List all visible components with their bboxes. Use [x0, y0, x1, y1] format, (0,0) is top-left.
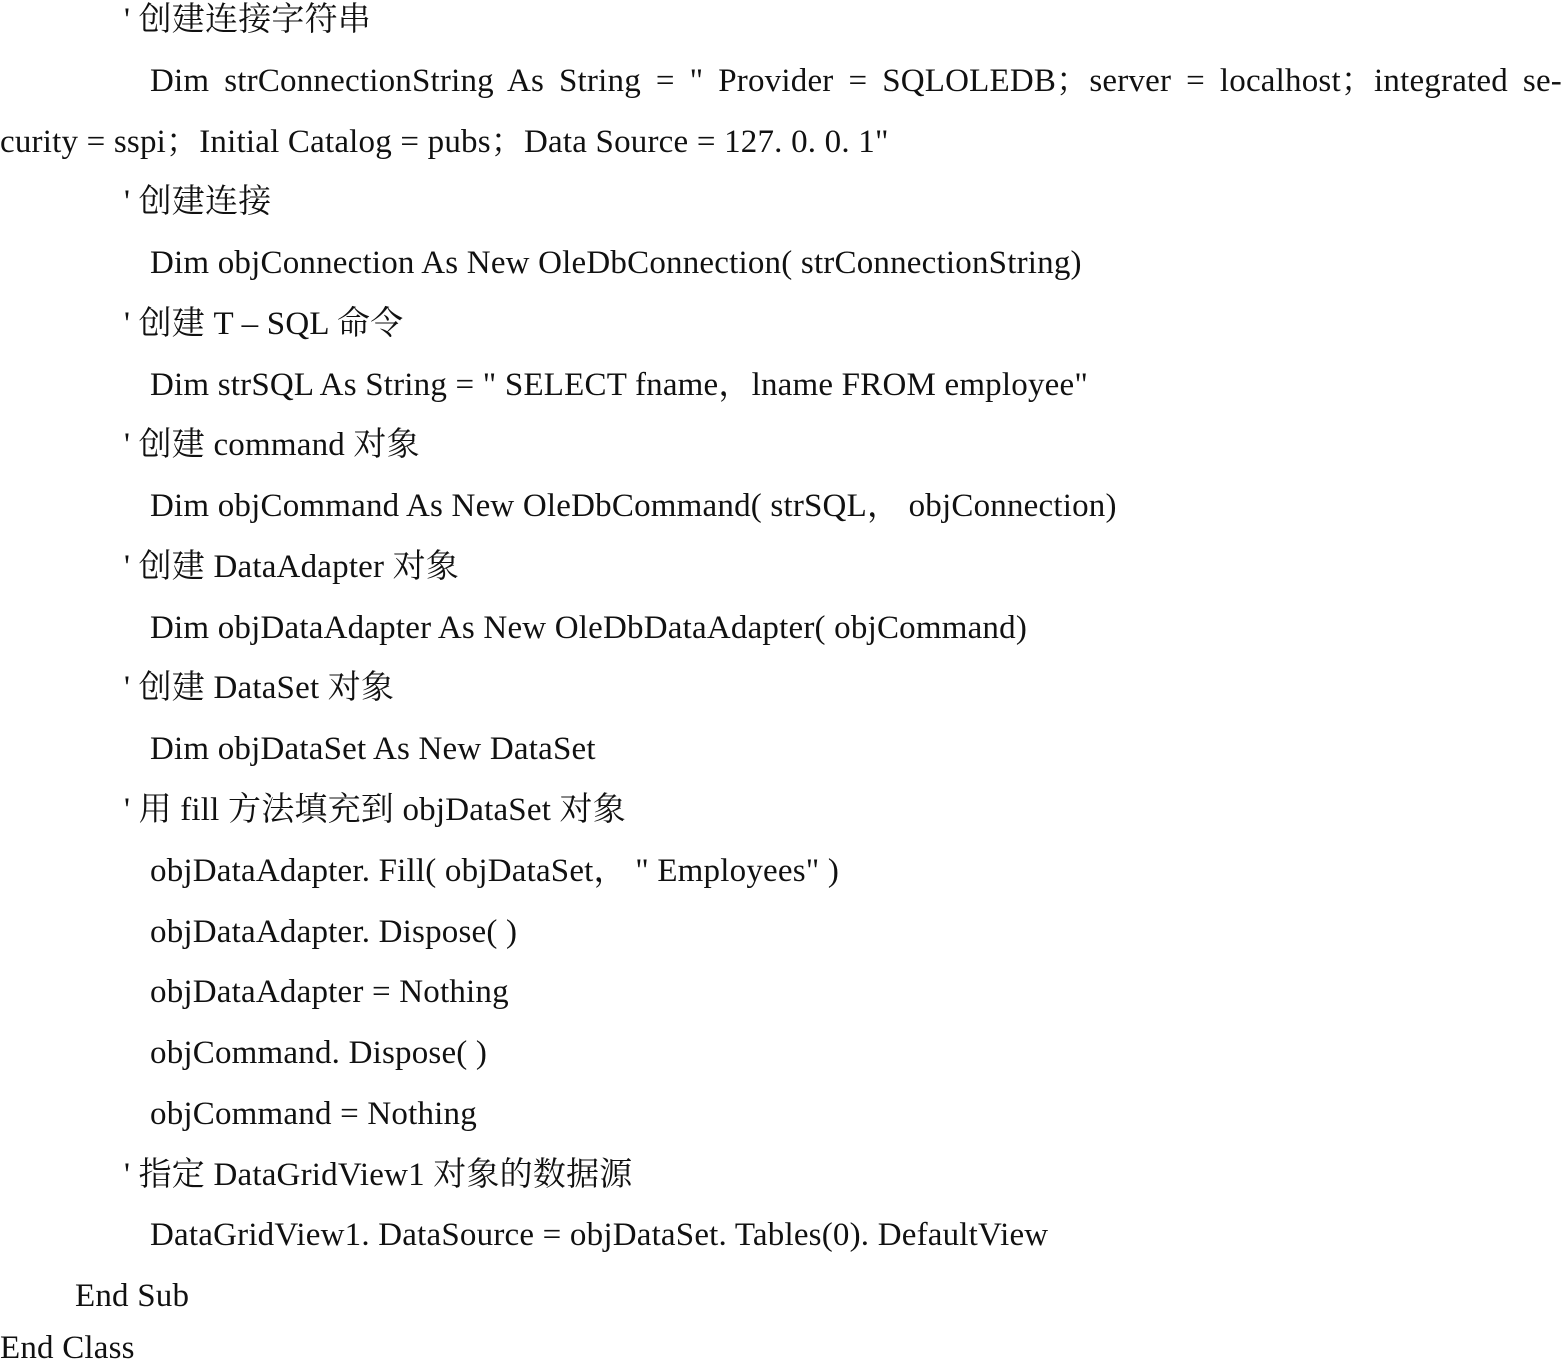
code-line: Dim objCommand As New OleDbCommand( strSQL， objConnection) [150, 488, 1117, 524]
code-line: objCommand. Dispose( ) [150, 1035, 488, 1071]
comment-line: ' 创建 DataSet 对象 [124, 670, 395, 706]
end-class-line: End Class [0, 1330, 135, 1366]
code-line: Dim objDataAdapter As New OleDbDataAdapter( objCommand) [150, 610, 1028, 646]
code-line: objCommand = Nothing [150, 1096, 477, 1132]
comment-line: ' 创建 T – SQL 命令 [124, 306, 404, 342]
comment-line: ' 创建连接 [124, 184, 272, 220]
code-line: Dim strConnectionString As String = " Provider = SQLOLEDB；server = localhost；integrated se- [150, 63, 1562, 99]
code-line: objDataAdapter. Dispose( ) [150, 914, 518, 950]
code-line: DataGridView1. DataSource = objDataSet. Tables(0). DefaultView [150, 1217, 1049, 1253]
code-line: Dim objConnection As New OleDbConnection( strConnectionString) [150, 245, 1082, 281]
code-line: objDataAdapter = Nothing [150, 974, 509, 1010]
end-sub-line: End Sub [75, 1278, 190, 1314]
comment-line: ' 创建连接字符串 [124, 2, 371, 38]
code-line: objDataAdapter. Fill( objDataSet， " Employees" ) [150, 853, 840, 889]
comment-line: ' 创建 DataAdapter 对象 [124, 549, 460, 585]
comment-line: ' 创建 command 对象 [124, 427, 420, 463]
code-line: Dim objDataSet As New DataSet [150, 731, 596, 767]
code-line: Dim strSQL As String = " SELECT fname，lname FROM employee" [150, 367, 1089, 403]
code-line-continued: curity = sspi；Initial Catalog = pubs；Data Source = 127. 0. 0. 1" [0, 124, 889, 160]
comment-line: ' 指定 DataGridView1 对象的数据源 [124, 1157, 633, 1193]
comment-line: ' 用 fill 方法填充到 objDataSet 对象 [124, 792, 626, 828]
